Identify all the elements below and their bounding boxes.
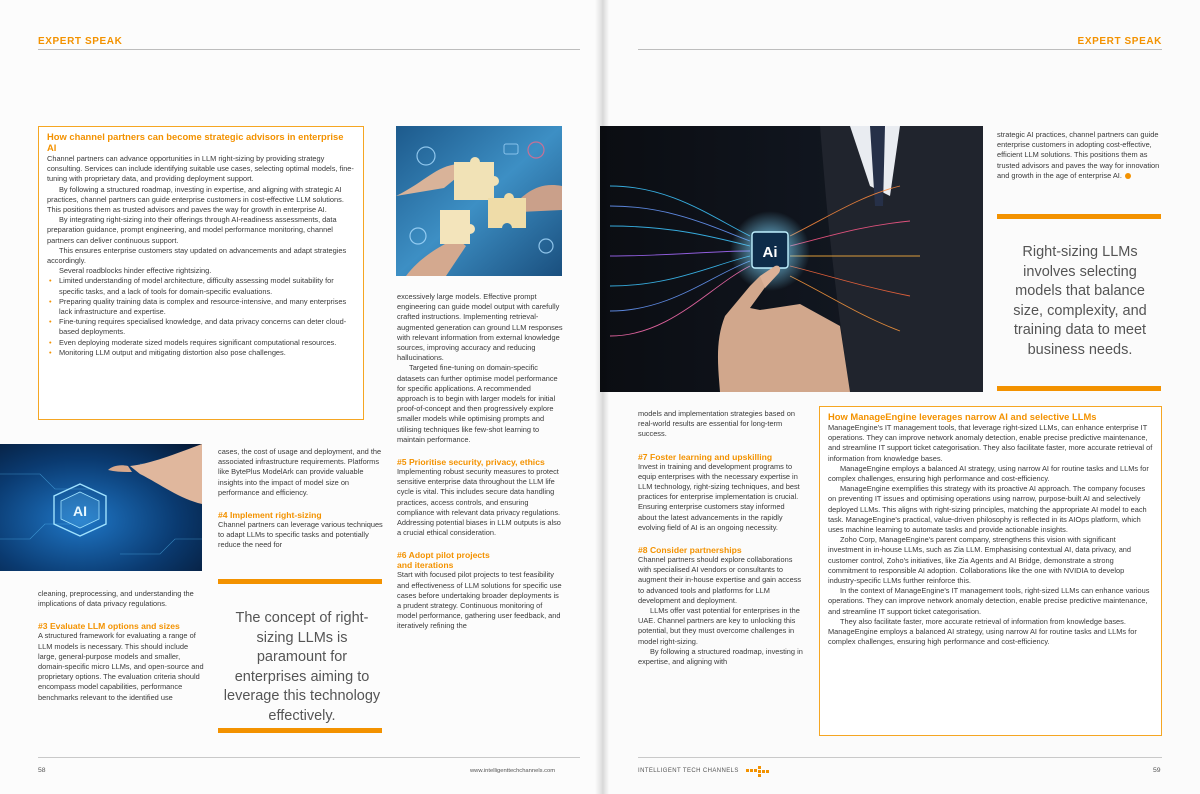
box-paragraph: ManageEngine exemplifies this strategy with its proactive AI approach. The company focuses on preventing IT issues and optimising operations using narrow, purpose-built AI and selectively deployed LLMs. This aligns with right-sizing principles, matching the appropriate AI model to each task. ManageEngine's practical, value-driven philosophy is reflected in its AIOps platform, which uses machine learning to automate tasks and provide actionable insights. [828,484,1147,535]
section-kicker-left: EXPERT SPEAK [38,36,123,47]
list-item: • Even deploying moderate sized models requires significant computational resources. [59,338,355,348]
box-paragraph: By integrating right-sizing into their offerings through AI-readiness assessments, data preparation guidance, prompt engineering, and model performance monitoring, channel partners can deliver continuous support. [47,215,337,245]
box-paragraph: Channel partners can advance opportunities in LLM right-sizing by providing strategy consulting. Services can include identifying suitable use cases, selecting optimal models, fine-tuning with proprietary data, and providing deployment support. [47,154,354,184]
book-spine-shadow [595,0,609,794]
svg-text:AI: AI [73,503,87,519]
paragraph: A structured framework for evaluating a range of LLM models is necessary. This should include large, general-purpose models and smaller, domain-specific micro LLMs, and open-source and proprietary options. The evaluation criteria should encompass model capabilities, performance benchmarks relevant to the identified use [38,631,204,702]
paragraph [997,130,1163,181]
box-paragraph: ManageEngine's IT management tools, that leverage right-sized LLMs, can enhance enterprise IT operations. They can improve network anomaly detection, enable precise predictive maintenance, and streamline IT support ticket categorisation. They also facilitate faster, more accurate retrieval of information from knowledge bases. [828,423,1153,463]
paragraph: LLMs offer vast potential for enterprises in the UAE. Channel partners are key to unlocking this potential, but they must overcome challenges in model right-sizing. [638,606,800,646]
column-text [397,292,563,632]
publication-logo-icon [746,764,776,775]
paragraph: Invest in training and development programs to equip enterprises with the necessary expertise in LLM technology, right-sizing techniques, and best practices for enterprise implementation is crucial. Ensuring enterprise customers stay informed about the latest advancements in the rapidly evolving field of AI is an ongoing necessity. [638,461,800,532]
pull-quote: The concept of right-sizing LLMs is paramount for enterprises aiming to leverage this technology effectively. [223,610,381,724]
orange-rule [218,579,382,584]
ai-touch-image [0,444,202,571]
paragraph-text: strategic AI practices, channel partners can guide enterprise customers in adopting cost-effective, efficient LLM solutions. This positions them as trusted advisors and paves the way for innovation and growth in the age of enterprise AI. [997,130,1160,180]
paragraph: Start with focused pilot projects to test feasibility and effectiveness of LLM solutions for specific use cases before undertaking broader deployments is a prudent strategy. Continuous monitoring of model performance, gathering user feedback, and iteratively refining the [397,570,562,631]
box-paragraph: They also facilitate faster, more accurate retrieval of information from knowledge bases. ManageEngine employs a balanced AI strategy, using narrow AI for routine tasks and LLMs for complex challenges, ensuring high performance and cost-efficiency. [828,616,1137,647]
orange-rule [997,386,1161,391]
manageengine-box [819,406,1162,736]
section-heading-3: #3 Evaluate LLM options and sizes [38,621,180,632]
puzzle-illustration [396,126,562,276]
section-heading-4: #4 Implement right-sizing [218,510,322,521]
box-paragraph: Zoho Corp, ManageEngine's parent company, strengthens this vision with significant investment in in-house LLMs, such as Zia LLM. Emphasising contextual AI, data privacy, and customer control, Zoho's initiatives, like Zia Agents and AI Bridge, demonstrate a strong commitment to responsible AI adoption. Collaborations like the one with NVIDIA to develop industry-specific LLMs further reinforce this. [828,535,1132,586]
footer-rule-right [638,757,1162,758]
box-paragraph: Several roadblocks hinder effective rightsizing. [59,266,212,276]
column-text [997,130,1163,181]
ai-hand-hero-image [600,126,983,392]
box-title: How channel partners can become strategic advisors in enterprise AI [47,131,344,153]
right-page [600,0,1200,794]
box-paragraph: In the context of ManageEngine's IT management tools, right-sized LLMs can enhance various operations. They can improve network anomaly detection, enable precise predictive maintenance, and streamline IT support ticket categorisation. [828,586,1150,616]
paragraph: cleaning, preprocessing, and understanding the implications of data privacy regulations. [38,589,194,609]
orange-rule [997,214,1161,219]
paragraph: By following a structured roadmap, investing in expertise, and aligning with [638,646,803,667]
ai-chip-label: Ai [762,244,778,261]
paragraph: excessively large models. Effective prompt engineering can guide model output with carefully crafted instructions. Implementing retrieval-augmented generation can ground LLM responses with relevant information from external knowledge sources, improving accuracy and reducing hallucinations. [397,292,563,363]
end-mark-icon [1125,173,1131,179]
box-paragraph: By following a structured roadmap, investing in expertise, and aligning with strategic AI practices, channel partners can guide enterprise customers in cost-effective LLM solutions. This positions them as trusted advisors and paves the way for growth in enterprise AI. [47,184,344,215]
paragraph: Channel partners can leverage various techniques to adapt LLMs to specific tasks and potentially reduce the need for [218,520,383,550]
section-kicker-right: EXPERT SPEAK [1077,36,1162,47]
channel-partners-box [38,126,364,420]
paragraph: models and implementation strategies based on real-world results are essential for long-term success. [638,409,795,439]
section-heading-7: #7 Foster learning and upskilling [638,451,773,462]
list-item: • Limited understanding of model architecture, difficulty assessing model suitability for specific tasks, and a lack of tools for domain-specific evaluations. [59,276,355,296]
orange-rule [218,728,382,733]
section-heading-8: #8 Consider partnerships [638,545,742,556]
page-number-right: 59 [1153,767,1161,774]
website-url: www.intelligenttechchannels.com [470,768,556,774]
roadblock-list [47,276,355,358]
paragraph: Channel partners should explore collaborations with specialised AI vendors or consultants to augment their in-house expertise and gain access to advanced tools and platforms for LLM development and deployment. [638,555,802,605]
section-heading-5: #5 Prioritise security, privacy, ethics [397,457,545,468]
list-item: • Preparing quality training data is complex and resource-intensive, and many enterprises lack infrastructure and expertise. [59,297,355,317]
box-paragraph: This ensures enterprise customers stay updated on advancements and adapt strategies accordingly. [47,245,347,266]
section-heading-6-line2: and iterations [397,560,454,571]
paragraph: Implementing robust security measures to protect sensitive enterprise data throughout the LLM life cycle is vital. This includes secure data handling practices, access controls, and ensuring compliance with relevant data privacy regulations. Addressing potential biases in LLM outputs is also a crucial ethical consideration. [397,467,561,538]
header-rule-right [638,49,1162,50]
page-number-left: 58 [38,767,46,774]
footer-rule-left [38,757,580,758]
ai-touch-illustration [0,444,202,571]
list-item: • Fine-tuning requires specialised knowledge, and data privacy concerns can deter cloud-based deployments. [59,317,355,337]
paragraph: Targeted fine-tuning on domain-specific datasets can further optimise model performance for specific applications. A recommended approach is to begin with larger models for initial proof-of-concept and then progressively explore smaller models while optimising prompts and utilising techniques like few-shot learning to maintain performance. [397,363,558,444]
column-text [218,447,384,551]
section-heading-6: #6 Adopt pilot projects [397,550,490,561]
ai-hand-illustration [600,126,983,392]
column-text [638,409,804,667]
column-text [38,589,204,703]
pull-quote: Right-sizing LLMs involves selecting models that balance size, complexity, and training data to meet business needs. [1013,244,1147,358]
box-paragraph: ManageEngine employs a balanced AI strategy, using narrow AI for routine tasks and LLMs for complex challenges, ensuring high performance and cost-efficiency. [828,463,1149,484]
puzzle-hands-image [396,126,562,276]
header-rule-left [38,49,580,50]
publication-name: INTELLIGENT TECH CHANNELS [638,768,739,774]
box-title: How ManageEngine leverages narrow AI and selective LLMs [828,411,1097,422]
paragraph: cases, the cost of usage and deployment, and the associated infrastructure requirements. Platforms like BytePlus ModelArk can provide valuable insights into the impact of model size on performance and efficiency. [218,447,382,497]
list-item: • Monitoring LLM output and mitigating distortion also pose challenges. [59,348,355,358]
